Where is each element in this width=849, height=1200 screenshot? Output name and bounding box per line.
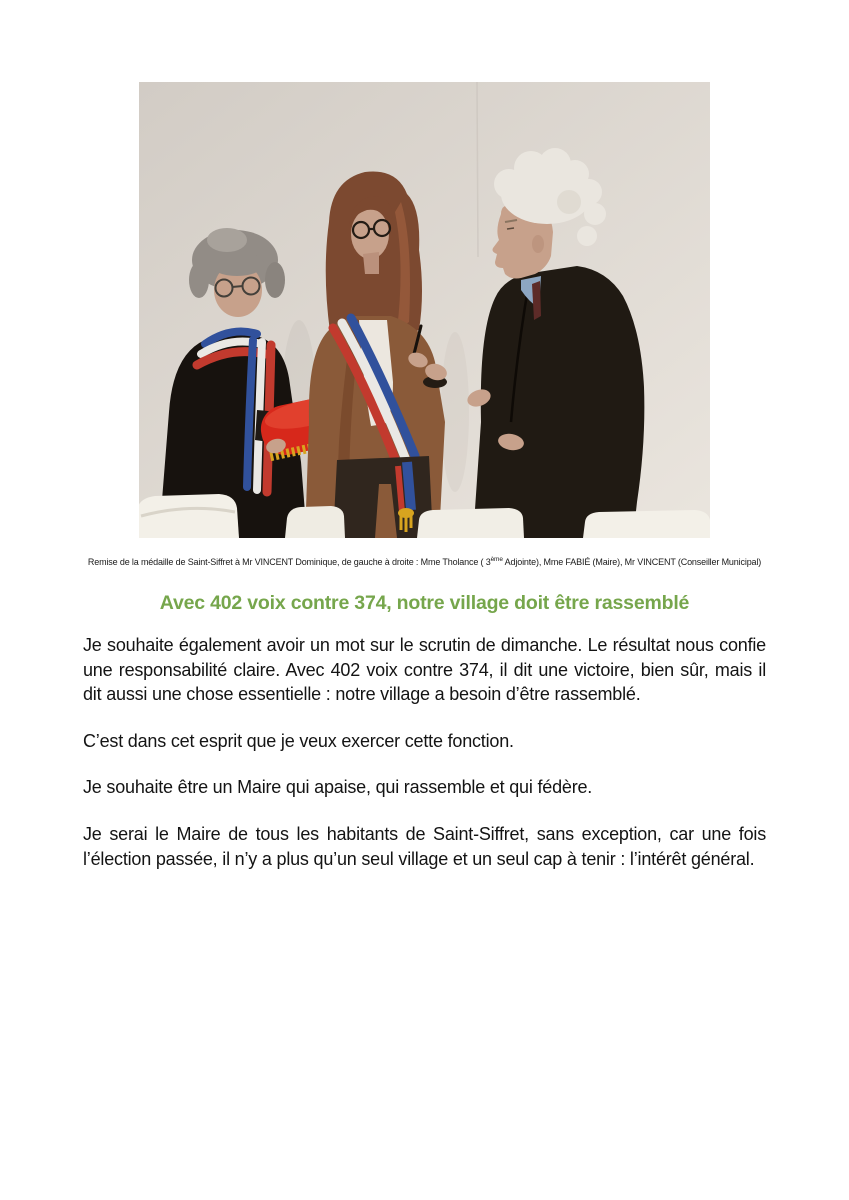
caption-superscript: ème [490, 556, 503, 563]
section-heading: Avec 402 voix contre 374, notre village doit être rassemblé [159, 592, 690, 614]
face [351, 209, 389, 259]
caption-text-after: Adjointe), Mme FABIÉ (Maire), Mr VINCENT (Conseiller Municipal) [502, 557, 762, 567]
wall-shadow [441, 332, 469, 492]
paragraph-scrutin: Je souhaite également avoir un mot sur le scrutin de dimanche. Le résultat nous confie une responsabilité claire. Avec 402 voix contre 374, il dit une victoire, bien sûr, mais il dit aussi une chose essentielle : notre village a besoin d’être rassemblé. [83, 635, 766, 705]
ceremony-photo [139, 82, 710, 538]
paragraph-habitants: Je serai le Maire de tous les habitants de Saint-Siffret, sans exception, car une fois l’élection passée, il n’y a plus qu’un seul village et un seul cap à tenir : l’intérêt général. [83, 823, 766, 869]
wall-seam [477, 82, 478, 257]
photo-caption [0, 557, 849, 567]
ceremony-photo-illustration [139, 82, 710, 538]
dark-jacket [473, 266, 644, 538]
paragraph-esprit: C’est dans cet esprit que je veux exercer cette fonction. [83, 730, 514, 751]
caption-text-before: Remise de la médaille de Saint-Siffret à Mr VINCENT Dominique, de gauche à droite : Mme Tholance ( 3 [87, 557, 491, 567]
body-text [83, 633, 766, 893]
paragraph-maire-apaise: Je souhaite être un Maire qui apaise, qui rassemble et qui fédère. [83, 777, 593, 798]
sash-tail [398, 462, 414, 532]
